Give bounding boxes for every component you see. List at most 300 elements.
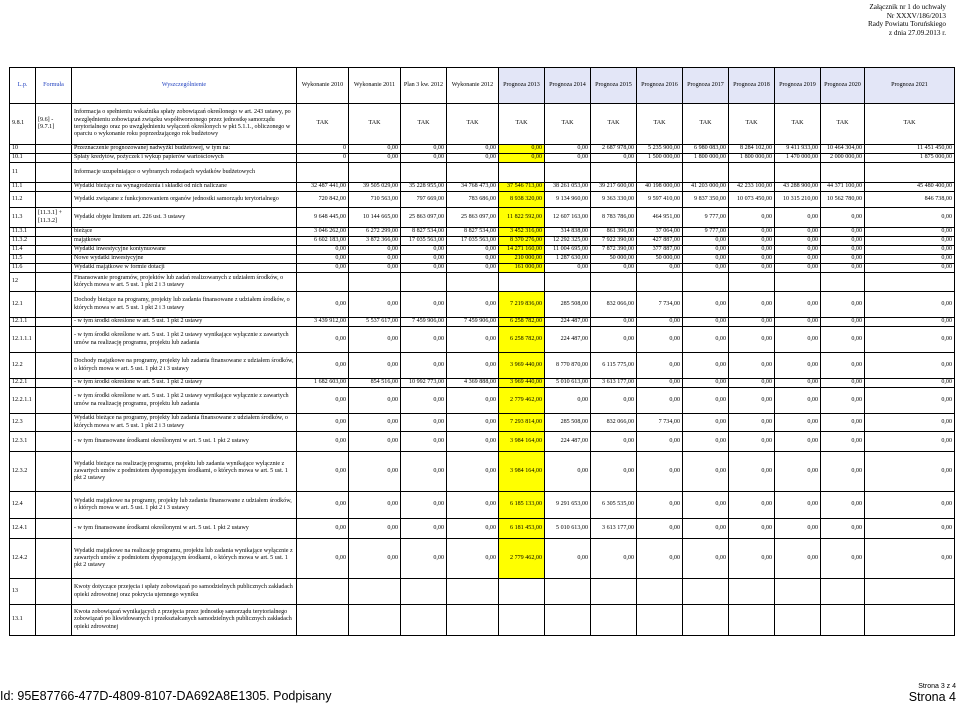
value-cell (865, 273, 955, 292)
value-cell: 6 258 782,00 (499, 318, 545, 327)
value-cell: TAK (775, 104, 821, 145)
value-cell: 0,00 (683, 492, 729, 519)
value-cell: 0,00 (775, 388, 821, 414)
value-cell: 0,00 (821, 246, 865, 255)
value-cell: 0,00 (401, 388, 447, 414)
value-cell: 0,00 (297, 246, 349, 255)
description-cell: - w tym środki określone w art. 5 ust. 1 pkt 2 ustawy wynikające wyłącznie z zawartych umów na realizację programu, projektu lub zadania (72, 327, 297, 353)
column-header-2019: Prognoza 2019 (775, 68, 821, 104)
value-cell: 9 777,00 (683, 208, 729, 228)
value-cell: 0,00 (865, 452, 955, 492)
value-cell: 861 396,00 (591, 228, 637, 237)
column-header-2015: Prognoza 2015 (591, 68, 637, 104)
value-cell: 2 779 462,00 (499, 388, 545, 414)
value-cell: 7 459 906,00 (401, 318, 447, 327)
document-signature-id: Id: 95E87766-477D-4809-8107-DA692A8E1305. Podpisany (0, 689, 332, 703)
value-cell: 6 980 083,00 (683, 145, 729, 154)
value-cell: 0,00 (683, 539, 729, 579)
value-cell: 0,00 (545, 154, 591, 163)
value-cell: 7 734,00 (637, 414, 683, 432)
value-cell (591, 163, 637, 183)
value-cell (545, 163, 591, 183)
value-cell: 1 500 000,00 (637, 154, 683, 163)
description-cell: Wydatki majątkowe na realizację programu, projektu lub zadania wynikające wyłącznie z zawartych umów z podmiotem dysponującym środkami, o których mowa w art. 5 ust. 1 pkt 2 ustawy (72, 539, 297, 579)
value-cell (637, 163, 683, 183)
value-cell: 7 459 906,00 (447, 318, 499, 327)
value-cell: 0,00 (297, 432, 349, 452)
value-cell: 0,00 (401, 414, 447, 432)
table-row (10, 273, 955, 292)
value-cell: 285 508,00 (545, 292, 591, 318)
value-cell (865, 605, 955, 636)
value-cell: 0,00 (591, 154, 637, 163)
formula-cell (36, 318, 72, 327)
value-cell: 210 000,00 (499, 255, 545, 264)
description-cell: Wydatki objęte limitem art. 226 ust. 3 ustawy (72, 208, 297, 228)
description-cell: Informacja o spełnieniu wskaźnika spłaty zobowiązań określonego w art. 243 ustawy, po uwzględnieniu zobowiązań związku współtworzonego przez jednostkę samorządu terytorialnego oraz po uwzględnieniu wyłączeń określonych w pkt 5.1.1., obliczonego w oparciu o wykonanie roku poprzedzającego rok budżetowy (72, 104, 297, 145)
value-cell: 9 648 445,00 (297, 208, 349, 228)
value-cell: 0,00 (775, 208, 821, 228)
value-cell: 0,00 (775, 228, 821, 237)
value-cell: 0,00 (775, 379, 821, 388)
row-number-cell: 12.1.1 (10, 318, 36, 327)
value-cell: 0,00 (865, 228, 955, 237)
value-cell: 0,00 (729, 519, 775, 539)
value-cell: 50 000,00 (591, 255, 637, 264)
formula-cell (36, 228, 72, 237)
resolution-date: z dnia 27.09.2013 r. (888, 28, 946, 37)
value-cell: 7 734,00 (637, 292, 683, 318)
value-cell: 0,00 (683, 255, 729, 264)
description-cell: - w tym środki określone w art. 5 ust. 1 pkt 2 ustawy (72, 379, 297, 388)
value-cell: 0,00 (865, 264, 955, 273)
column-header-plan-2012: Plan 3 kw. 2012 (401, 68, 447, 104)
value-cell (297, 605, 349, 636)
value-cell: 0,00 (683, 237, 729, 246)
column-header-description: Wyszczególnienie (72, 68, 297, 104)
row-number-cell: 12.1.1.1 (10, 327, 36, 353)
value-cell: 0,00 (447, 327, 499, 353)
value-cell: 0,00 (591, 452, 637, 492)
value-cell: 14 271 160,00 (499, 246, 545, 255)
row-number-cell: 12.2.1 (10, 379, 36, 388)
value-cell: 0,00 (349, 327, 401, 353)
value-cell: 224 487,00 (545, 432, 591, 452)
value-cell: 377 887,00 (637, 246, 683, 255)
value-cell: 0,00 (349, 492, 401, 519)
value-cell: 0,00 (349, 292, 401, 318)
value-cell: 0,00 (729, 292, 775, 318)
description-cell: Dochody majątkowe na programy, projekty lub zadania finansowane z udziałem środków, o których mowa w art. 5 ust. 1 pkt 2 i 3 ustawy (72, 353, 297, 379)
value-cell: 45 480 400,00 (865, 183, 955, 192)
value-cell: 0,00 (729, 452, 775, 492)
value-cell: 10 315 210,00 (775, 192, 821, 208)
value-cell: 0,00 (775, 539, 821, 579)
column-header-2011: Wykonanie 2011 (349, 68, 401, 104)
value-cell: 0,00 (401, 246, 447, 255)
formula-cell (36, 353, 72, 379)
value-cell: 7 219 836,00 (499, 292, 545, 318)
resolution-annex-note (868, 3, 946, 37)
value-cell: 0,00 (637, 353, 683, 379)
value-cell: 0,00 (297, 264, 349, 273)
description-cell: - w tym finansowane środkami określonymi w art. 5 ust. 1 pkt 2 ustawy (72, 432, 297, 452)
value-cell: 0,00 (349, 432, 401, 452)
value-cell: 0,00 (349, 353, 401, 379)
value-cell: 0,00 (865, 353, 955, 379)
value-cell (349, 579, 401, 605)
value-cell (297, 163, 349, 183)
value-cell: 8 783 786,00 (591, 208, 637, 228)
formula-cell (36, 163, 72, 183)
value-cell: TAK (447, 104, 499, 145)
value-cell: 11 004 695,00 (545, 246, 591, 255)
value-cell: 0,00 (821, 414, 865, 432)
description-cell: Przeznaczenie prognozowanej nadwyżki budżetowej, w tym na: (72, 145, 297, 154)
table-row (10, 539, 955, 579)
column-header-2013: Prognoza 2013 (499, 68, 545, 104)
value-cell: 1 682 603,00 (297, 379, 349, 388)
table-row (10, 292, 955, 318)
value-cell: 50 000,00 (637, 255, 683, 264)
value-cell: 0,00 (349, 145, 401, 154)
value-cell: 6 181 453,00 (499, 519, 545, 539)
value-cell: 12 607 163,00 (545, 208, 591, 228)
value-cell (865, 579, 955, 605)
value-cell: 0,00 (447, 145, 499, 154)
value-cell: 0,00 (775, 519, 821, 539)
value-cell: 0,00 (821, 492, 865, 519)
value-cell: 3 969 440,00 (499, 353, 545, 379)
value-cell: 0,00 (821, 228, 865, 237)
table-row (10, 432, 955, 452)
value-cell: 0,00 (775, 452, 821, 492)
value-cell: 783 686,00 (447, 192, 499, 208)
value-cell (499, 579, 545, 605)
formula-cell (36, 246, 72, 255)
value-cell: 34 768 473,00 (447, 183, 499, 192)
value-cell: 0,00 (729, 208, 775, 228)
value-cell: 9 363 330,00 (591, 192, 637, 208)
row-number-cell: 11.3.1 (10, 228, 36, 237)
value-cell: 10 073 450,00 (729, 192, 775, 208)
value-cell: 0,00 (637, 519, 683, 539)
value-cell (545, 579, 591, 605)
value-cell: 797 669,00 (401, 192, 447, 208)
value-cell: 314 838,00 (545, 228, 591, 237)
value-cell: 0,00 (865, 255, 955, 264)
value-cell: 0,00 (401, 292, 447, 318)
table-row (10, 145, 955, 154)
formula-cell (36, 492, 72, 519)
value-cell (447, 579, 499, 605)
value-cell: 0,00 (401, 255, 447, 264)
formula-cell: [11.3.1] + [11.3.2] (36, 208, 72, 228)
formula-cell (36, 605, 72, 636)
value-cell: 0,00 (775, 353, 821, 379)
value-cell: 39 217 600,00 (591, 183, 637, 192)
description-cell: bieżące (72, 228, 297, 237)
value-cell: 0,00 (865, 327, 955, 353)
value-cell: 9 291 653,00 (545, 492, 591, 519)
row-number-cell: 11.1 (10, 183, 36, 192)
value-cell: 0,00 (637, 379, 683, 388)
value-cell: 3 046 262,00 (297, 228, 349, 237)
value-cell: 0,00 (401, 452, 447, 492)
value-cell: 0,00 (729, 318, 775, 327)
page-indicator (909, 683, 956, 704)
formula-cell (36, 379, 72, 388)
column-header-2012: Wykonanie 2012 (447, 68, 499, 104)
value-cell: 0,00 (637, 539, 683, 579)
value-cell: 0,00 (865, 414, 955, 432)
value-cell (775, 605, 821, 636)
page-number: Strona 4 (908, 690, 956, 704)
formula-cell (36, 388, 72, 414)
table-row (10, 605, 955, 636)
value-cell: 0,00 (297, 492, 349, 519)
value-cell: 846 738,00 (865, 192, 955, 208)
formula-cell (36, 154, 72, 163)
value-cell: 0,00 (729, 237, 775, 246)
value-cell: TAK (349, 104, 401, 145)
value-cell: 42 233 100,00 (729, 183, 775, 192)
value-cell (683, 273, 729, 292)
value-cell: 0,00 (683, 379, 729, 388)
value-cell: 6 115 775,00 (591, 353, 637, 379)
value-cell: 0,00 (637, 432, 683, 452)
formula-cell (36, 264, 72, 273)
formula-cell (36, 452, 72, 492)
value-cell: TAK (591, 104, 637, 145)
value-cell: 0,00 (499, 154, 545, 163)
value-cell: 0,00 (729, 539, 775, 579)
value-cell: 6 272 299,00 (349, 228, 401, 237)
value-cell: 0 (297, 154, 349, 163)
value-cell: 464 951,00 (637, 208, 683, 228)
value-cell: 0,00 (821, 208, 865, 228)
description-cell: Wydatki związane z funkcjonowaniem organów jednostki samorządu terytorialnego (72, 192, 297, 208)
value-cell (447, 605, 499, 636)
table-row (10, 492, 955, 519)
table-row (10, 379, 955, 388)
value-cell: 0,00 (447, 452, 499, 492)
value-cell: 0,00 (865, 519, 955, 539)
value-cell (729, 605, 775, 636)
value-cell: 0,00 (821, 292, 865, 318)
value-cell: TAK (637, 104, 683, 145)
value-cell: 7 293 814,00 (499, 414, 545, 432)
value-cell: 0,00 (637, 388, 683, 414)
value-cell: TAK (729, 104, 775, 145)
value-cell: 37 064,00 (637, 228, 683, 237)
description-cell: - w tym środki określone w art. 5 ust. 1 pkt 2 ustawy wynikające wyłącznie z zawartych umów na realizację programu, projektu lub zadania (72, 388, 297, 414)
value-cell: 0,00 (775, 318, 821, 327)
value-cell: 832 066,00 (591, 292, 637, 318)
value-cell: 39 505 029,00 (349, 183, 401, 192)
value-cell: 0,00 (637, 452, 683, 492)
value-cell: 0 (297, 145, 349, 154)
value-cell: 0,00 (349, 264, 401, 273)
value-cell: 0,00 (545, 145, 591, 154)
value-cell (297, 579, 349, 605)
value-cell: 0,00 (821, 388, 865, 414)
row-number-cell: 12.4.2 (10, 539, 36, 579)
value-cell: 0,00 (683, 388, 729, 414)
value-cell: 0,00 (401, 264, 447, 273)
value-cell: 2 687 978,00 (591, 145, 637, 154)
value-cell: 0,00 (821, 539, 865, 579)
value-cell: 1 875 000,00 (865, 154, 955, 163)
table-row (10, 388, 955, 414)
column-header-2020: Prognoza 2020 (821, 68, 865, 104)
value-cell: 2 000 000,00 (821, 154, 865, 163)
value-cell: 1 800 000,00 (729, 154, 775, 163)
value-cell: 0,00 (401, 327, 447, 353)
value-cell: 9 411 933,00 (775, 145, 821, 154)
row-number-cell: 10.1 (10, 154, 36, 163)
column-header-2017: Prognoza 2017 (683, 68, 729, 104)
value-cell (447, 273, 499, 292)
value-cell: 0,00 (683, 519, 729, 539)
value-cell: 0,00 (821, 519, 865, 539)
value-cell: 8 370 276,00 (499, 237, 545, 246)
formula-cell (36, 292, 72, 318)
value-cell: 0,00 (349, 414, 401, 432)
value-cell: 0,00 (865, 388, 955, 414)
value-cell: 10 144 665,00 (349, 208, 401, 228)
column-header-2014: Prognoza 2014 (545, 68, 591, 104)
value-cell: 9 777,00 (683, 228, 729, 237)
description-cell: Informacje uzupełniające o wybranych rodzajach wydatków budżetowych (72, 163, 297, 183)
value-cell: 0,00 (545, 452, 591, 492)
formula-cell (36, 579, 72, 605)
formula-cell (36, 255, 72, 264)
value-cell: 12 292 325,00 (545, 237, 591, 246)
value-cell: 0,00 (865, 379, 955, 388)
row-number-cell: 12.2 (10, 353, 36, 379)
table-row (10, 237, 955, 246)
value-cell (591, 579, 637, 605)
value-cell: 0,00 (297, 353, 349, 379)
value-cell (591, 605, 637, 636)
description-cell: - w tym finansowane środkami określonymi w art. 5 ust. 1 pkt 2 ustawy (72, 519, 297, 539)
value-cell: 0,00 (729, 492, 775, 519)
value-cell: 0,00 (775, 414, 821, 432)
description-cell: majątkowe (72, 237, 297, 246)
value-cell: 0,00 (545, 388, 591, 414)
value-cell (775, 163, 821, 183)
row-number-cell: 9.8.1 (10, 104, 36, 145)
value-cell: 0,00 (821, 379, 865, 388)
value-cell (729, 273, 775, 292)
value-cell: 0,00 (729, 353, 775, 379)
value-cell: 0,00 (401, 154, 447, 163)
value-cell: 44 371 100,00 (821, 183, 865, 192)
value-cell (821, 163, 865, 183)
formula-cell (36, 192, 72, 208)
value-cell: 35 228 955,00 (401, 183, 447, 192)
value-cell (297, 273, 349, 292)
value-cell: 427 887,00 (637, 237, 683, 246)
value-cell: 0,00 (729, 388, 775, 414)
value-cell (775, 273, 821, 292)
value-cell (401, 605, 447, 636)
value-cell: 10 464 304,00 (821, 145, 865, 154)
description-cell: Kwota zobowiązań wynikających z przejęcia przez jednostkę samorządu terytorialnego zobowiązań po likwidowanych i przekształcanych samodzielnych publicznych zakładach opieki zdrowotnej (72, 605, 297, 636)
value-cell: 224 487,00 (545, 318, 591, 327)
value-cell: 0,00 (447, 246, 499, 255)
value-cell: 0,00 (729, 264, 775, 273)
value-cell: 0,00 (349, 539, 401, 579)
value-cell: 0,00 (637, 327, 683, 353)
value-cell: 6 602 183,00 (297, 237, 349, 246)
column-header-lp: L.p. (10, 68, 36, 104)
value-cell: 5 537 617,00 (349, 318, 401, 327)
value-cell: 0,00 (447, 353, 499, 379)
value-cell: 0,00 (865, 237, 955, 246)
value-cell: 43 288 900,00 (775, 183, 821, 192)
value-cell: 720 842,00 (297, 192, 349, 208)
table-row (10, 353, 955, 379)
description-cell: Kwoty dotyczące przejęcia i spłaty zobowiązań po samodzielnych publicznych zakładach opieki zdrowotnej oraz pokrycia ujemnego wyniku (72, 579, 297, 605)
page-of-total: Strona 3 z 4 (918, 683, 956, 690)
table-row (10, 318, 955, 327)
row-number-cell: 13 (10, 579, 36, 605)
value-cell: 6 258 782,00 (499, 327, 545, 353)
value-cell: 17 035 563,00 (401, 237, 447, 246)
description-cell: Nowe wydatki inwestycyjne (72, 255, 297, 264)
value-cell: TAK (297, 104, 349, 145)
value-cell: 0,00 (775, 292, 821, 318)
description-cell: Spłaty kredytów, pożyczek i wykup papierów wartościowych (72, 154, 297, 163)
value-cell: 0,00 (683, 246, 729, 255)
row-number-cell: 11.4 (10, 246, 36, 255)
value-cell: 0,00 (349, 255, 401, 264)
value-cell (401, 163, 447, 183)
value-cell: 0,00 (447, 292, 499, 318)
row-number-cell: 12.3.1 (10, 432, 36, 452)
row-number-cell: 11 (10, 163, 36, 183)
value-cell: 3 613 177,00 (591, 379, 637, 388)
column-header-2021: Prognoza 2021 (865, 68, 955, 104)
value-cell: 17 035 563,00 (447, 237, 499, 246)
value-cell (821, 605, 865, 636)
value-cell: 0,00 (729, 228, 775, 237)
value-cell: 0,00 (775, 327, 821, 353)
value-cell: 1 800 000,00 (683, 154, 729, 163)
value-cell: 0,00 (637, 492, 683, 519)
description-cell: Wydatki bieżące na wynagrodzenia i składki od nich naliczane (72, 183, 297, 192)
value-cell: 0,00 (865, 292, 955, 318)
value-cell: 0,00 (775, 432, 821, 452)
table-row (10, 192, 955, 208)
value-cell (349, 273, 401, 292)
value-cell: 3 452 316,00 (499, 228, 545, 237)
description-cell: Finansowanie programów, projektów lub zadań realizowanych z udziałem środków, o których mowa w art. 5 ust. 1 pkt 2 i 3 ustawy (72, 273, 297, 292)
value-cell: 0,00 (775, 246, 821, 255)
value-cell: TAK (865, 104, 955, 145)
value-cell: 0,00 (683, 353, 729, 379)
row-number-cell: 12.3 (10, 414, 36, 432)
value-cell: 3 872 366,00 (349, 237, 401, 246)
value-cell: 37 546 713,00 (499, 183, 545, 192)
formula-cell (36, 273, 72, 292)
row-number-cell: 11.3 (10, 208, 36, 228)
value-cell: 0,00 (591, 432, 637, 452)
value-cell: 0,00 (297, 327, 349, 353)
value-cell: 0,00 (447, 539, 499, 579)
